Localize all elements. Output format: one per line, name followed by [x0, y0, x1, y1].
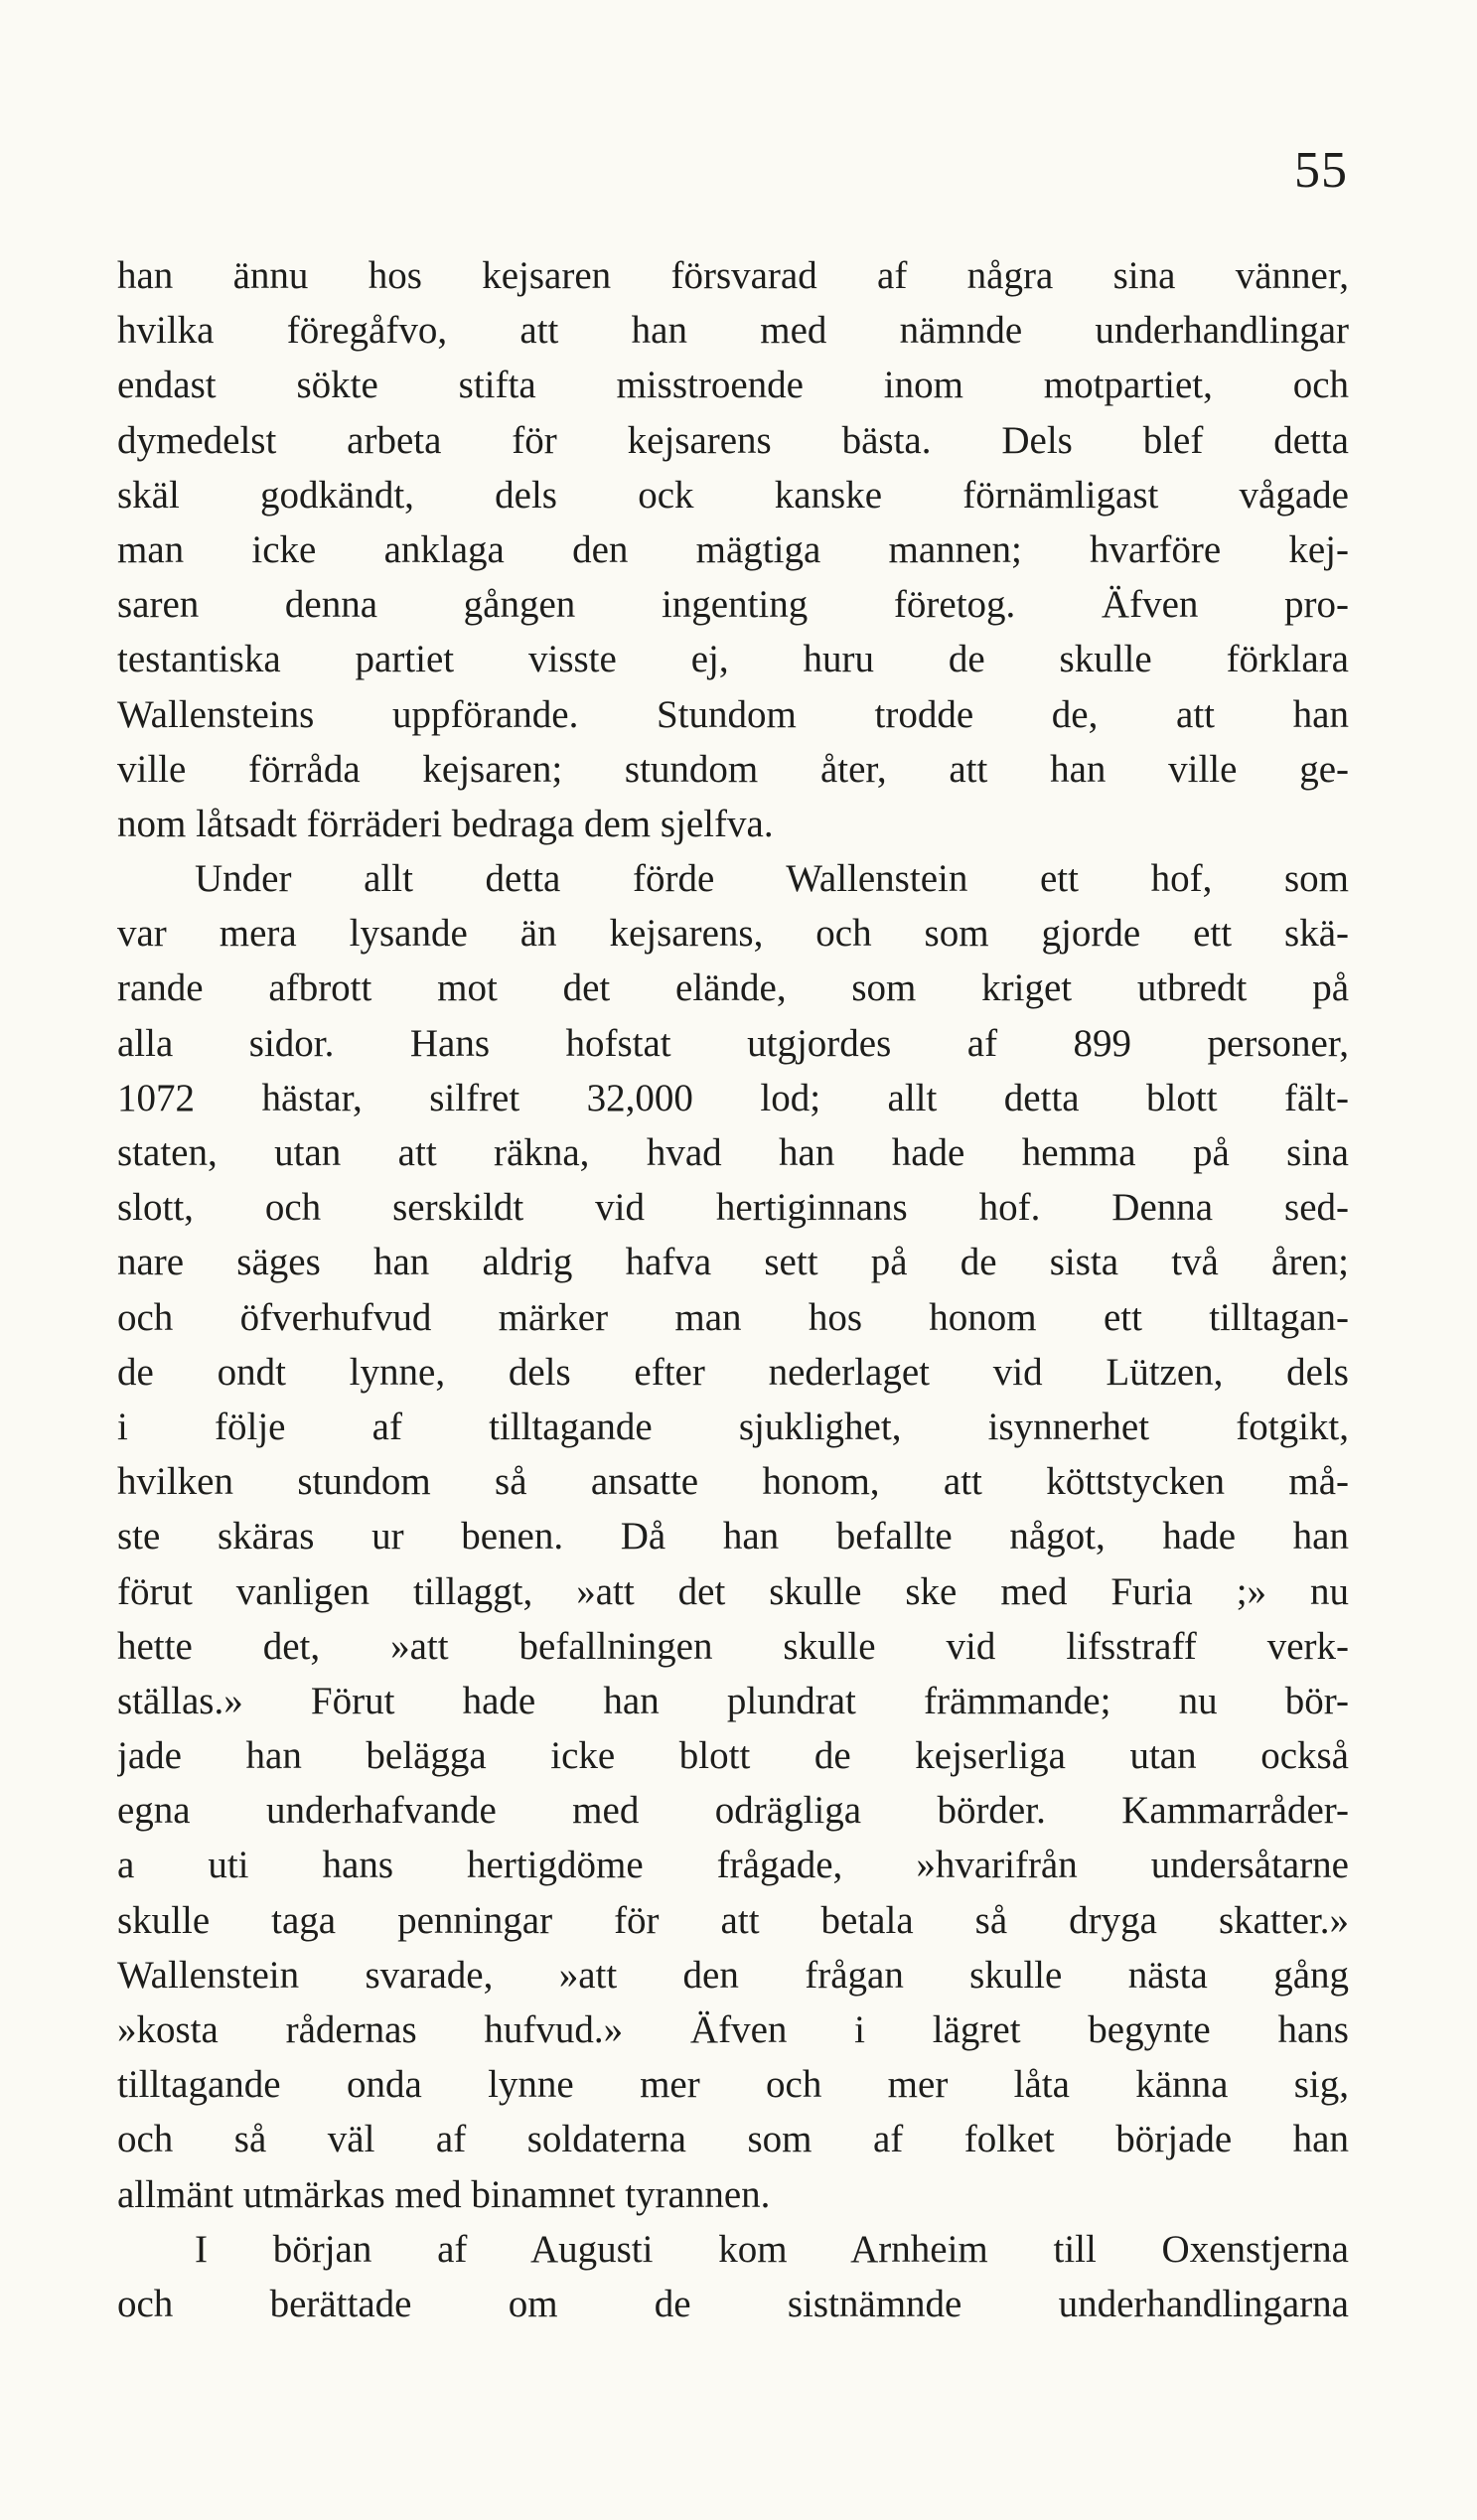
text-line: ste skäras ur benen. Då han befallte något, hade han	[117, 1515, 1349, 1558]
text-line: Wallensteins uppförande. Stundom trodde de, att han	[117, 692, 1349, 736]
text-line: och berättade om de sistnämnde underhandlingarna	[117, 2282, 1349, 2325]
text-line: ställas.» Förut hade han plundrat främmande; nu bör-	[117, 1679, 1349, 1722]
text-line: allmänt utmärkas med binamnet tyrannen.	[117, 2172, 771, 2216]
text-line: ville förråda kejsaren; stundom åter, att han ville ge-	[117, 747, 1349, 791]
text-line: och öfverhufvud märker man hos honom ett tilltagan-	[117, 1295, 1349, 1339]
text-line: egna underhafvande med odrägliga börder. Kammarråder-	[117, 1789, 1349, 1833]
text-line: var mera lysande än kejsarens, och som gjorde ett skä-	[117, 912, 1349, 956]
text-line: och så väl af soldaterna som af folket började han	[117, 2118, 1349, 2161]
text-line: endast sökte stifta misstroende inom motpartiet, och	[117, 364, 1349, 407]
text-line: »kosta rådernas hufvud.» Äfven i lägret begynte hans	[117, 2008, 1349, 2051]
text-line: alla sidor. Hans hofstat utgjordes af 899 personer,	[117, 1021, 1349, 1065]
text-line: de ondt lynne, dels efter nederlaget vid Lützen, dels	[117, 1350, 1349, 1394]
text-line: Under allt detta förde Wallenstein ett hof, som	[195, 857, 1349, 901]
text-line: han ännu hos kejsaren försvarad af några sina vänner,	[117, 254, 1349, 297]
text-line: dymedelst arbeta för kejsarens bästa. Dels blef detta	[117, 418, 1349, 462]
text-line: saren denna gången ingenting företog. Äfven pro-	[117, 583, 1349, 627]
text-line: jade han belägga icke blott de kejserliga utan också	[117, 1734, 1349, 1778]
text-line: I början af Augusti kom Arnheim till Oxenstjerna	[195, 2227, 1349, 2271]
page-number: 55	[1294, 142, 1348, 199]
text-line: tilltagande onda lynne mer och mer låta känna sig,	[117, 2063, 1349, 2107]
text-line: testantiska partiet visste ej, huru de skulle förklara	[117, 638, 1349, 681]
text-line: nare säges han aldrig hafva sett på de sista två åren;	[117, 1241, 1349, 1284]
text-line: nom låtsadt förräderi bedraga dem sjelfva.	[117, 802, 774, 845]
text-line: skulle taga penningar för att betala så dryga skatter.»	[117, 1898, 1349, 1942]
text-line: rande afbrott mot det elände, som kriget utbredt på	[117, 966, 1349, 1010]
text-line: staten, utan att räkna, hvad han hade hemma på sina	[117, 1131, 1349, 1174]
text-line: hvilken stundom så ansatte honom, att köttstycken må-	[117, 1460, 1349, 1504]
text-line: förut vanligen tillaggt, »att det skulle ske med Furia ;» nu	[117, 1569, 1349, 1613]
text-line: Wallenstein svarade, »att den frågan skulle nästa gång	[117, 1953, 1349, 1997]
text-line: a uti hans hertigdöme frågade, »hvarifrån undersåtarne	[117, 1844, 1349, 1887]
body-text	[117, 248, 1349, 2331]
text-line: skäl godkändt, dels ock kanske förnämligast vågade	[117, 473, 1349, 517]
text-line: hette det, »att befallningen skulle vid lifsstraff verk-	[117, 1624, 1349, 1668]
text-line: hvilka föregåfvo, att han med nämnde underhandlingar	[117, 309, 1349, 353]
text-line: i följe af tilltagande sjuklighet, isynnerhet fotgikt,	[117, 1405, 1349, 1448]
text-line: 1072 hästar, silfret 32,000 lod; allt detta blott fält-	[117, 1076, 1349, 1119]
text-line: man icke anklaga den mägtiga mannen; hvarföre kej-	[117, 527, 1349, 571]
text-line: slott, och serskildt vid hertiginnans hof. Denna sed-	[117, 1186, 1349, 1230]
